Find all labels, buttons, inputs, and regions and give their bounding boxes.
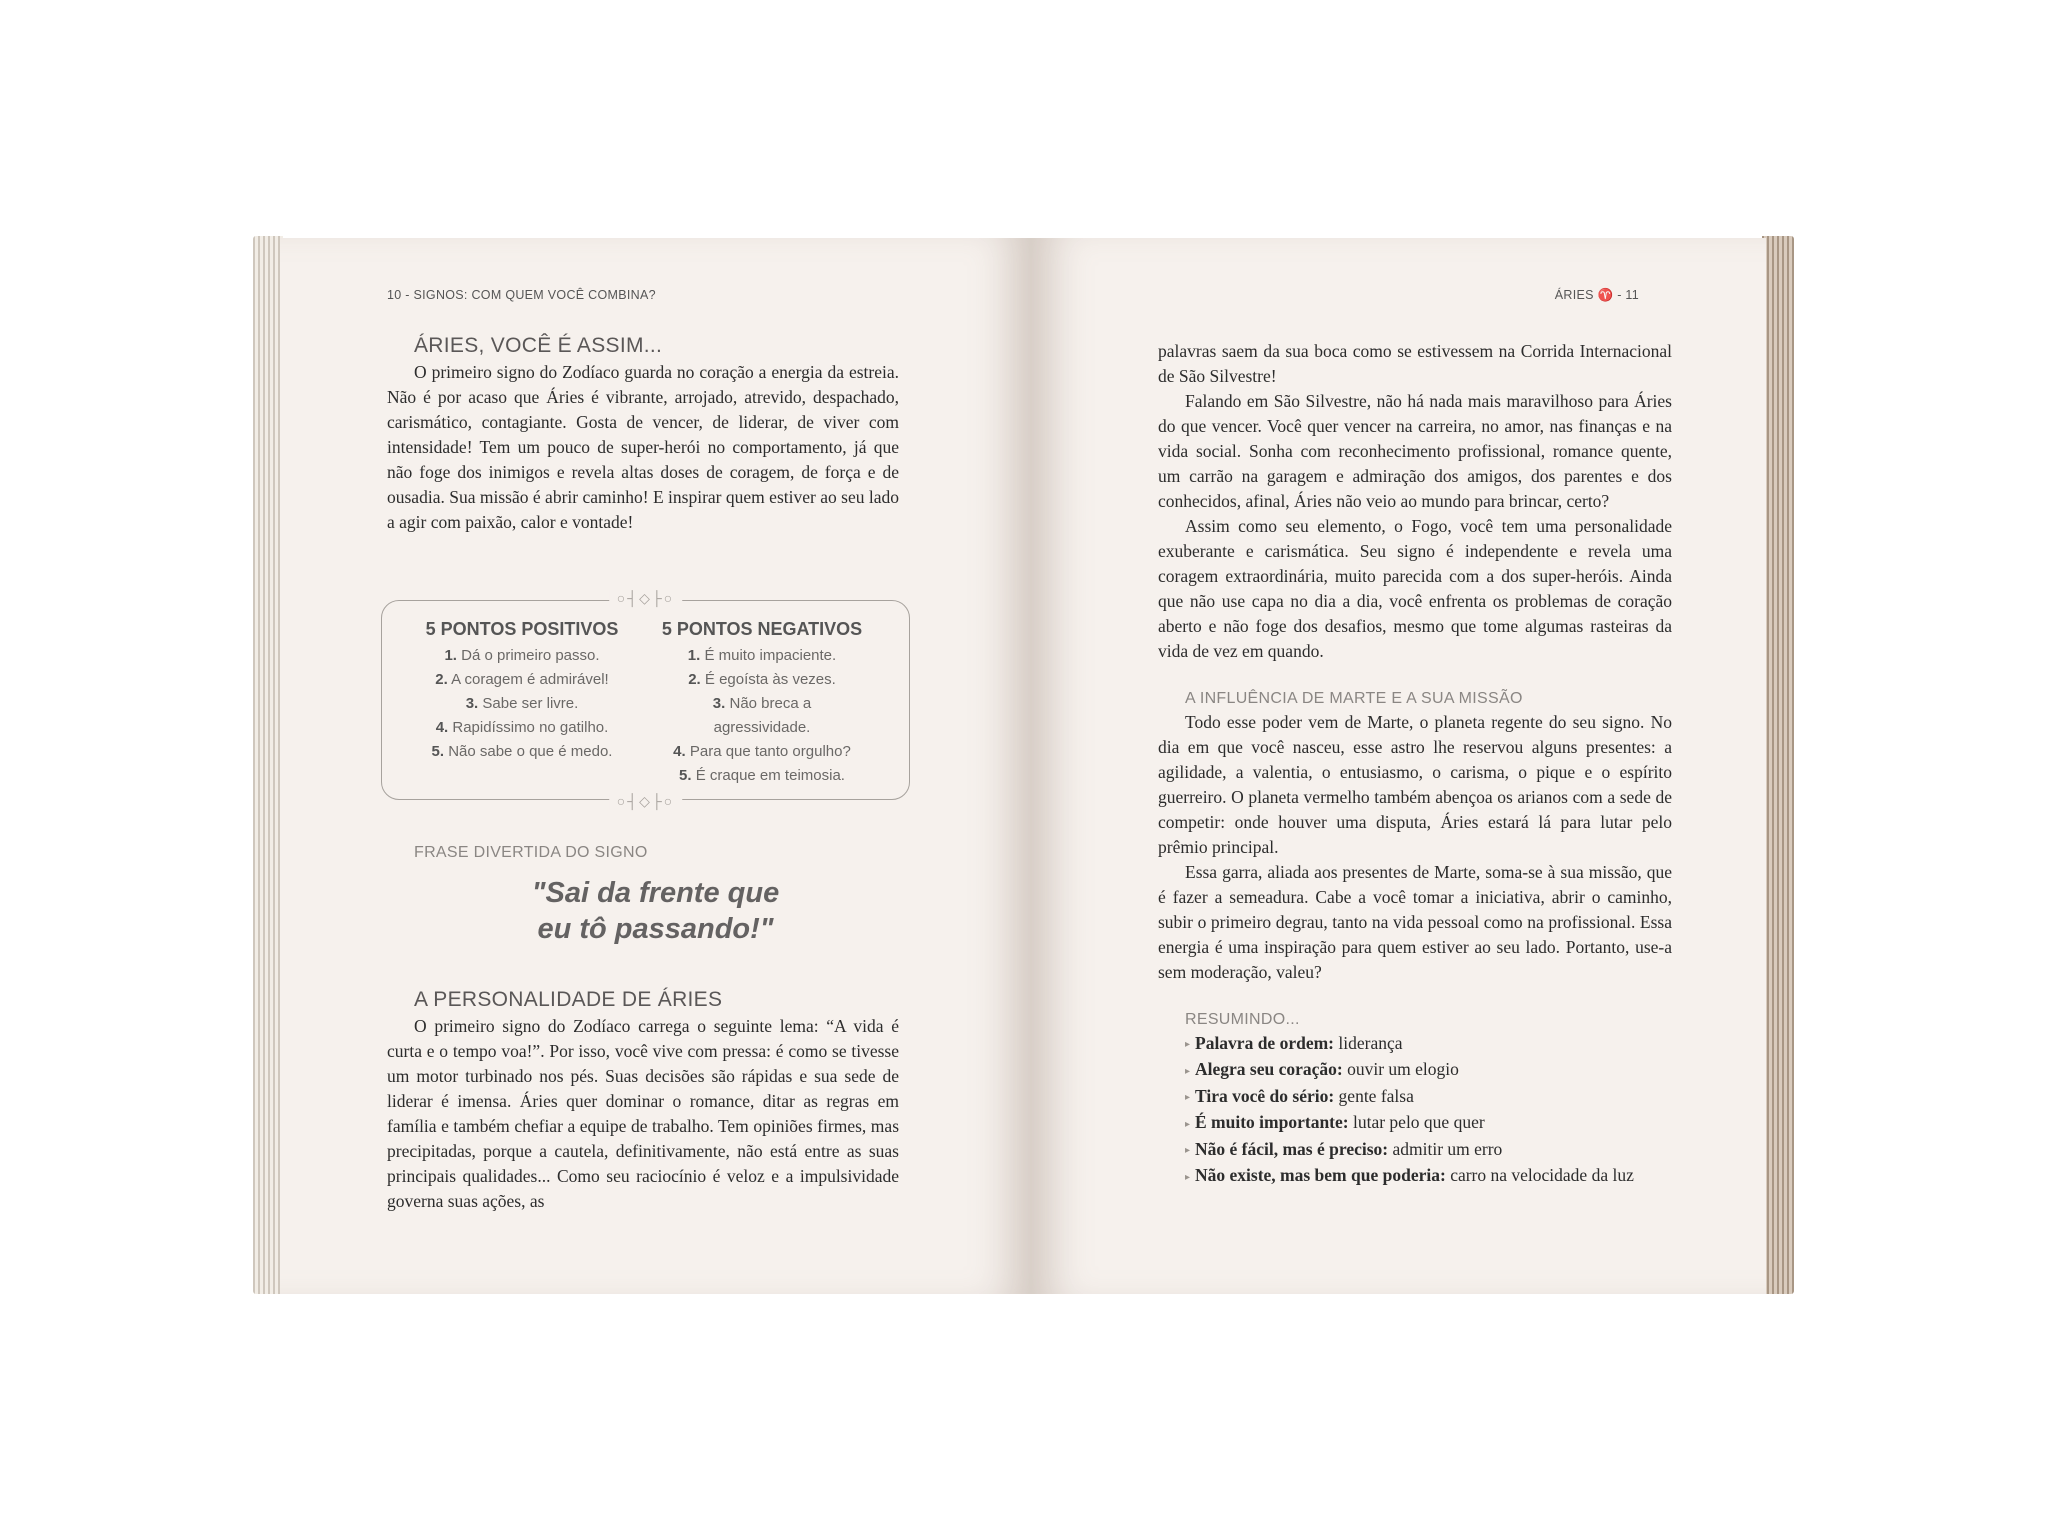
- phrase-quote: [280, 875, 1031, 947]
- summary-heading: RESUMINDO...: [1185, 1011, 1300, 1028]
- intro-paragraph: O primeiro signo do Zodíaco guarda no coração a energia da estreia. Não é por acaso que Áries é vibrante, arrojado, atrevido, despachado, carismático, contagiante. Gosta de vencer, de liderar, de viver com intensidade! Tem um pouco de super-herói no comportamento, já que não foge dos inimigos e revela altas doses de coragem, de força e de ousadia. Sua missão é abrir caminho! E inspirar quem estiver ao seu lado a agir com paixão, calor e vontade!: [387, 362, 899, 532]
- bullet-icon: ▸: [1185, 1092, 1191, 1104]
- positive-point-item: 1. Dá o primeiro passo.: [444, 647, 600, 664]
- bullet-icon: ▸: [1185, 1039, 1191, 1051]
- continued-paragraph: palavras saem da sua boca como se estivessem na Corrida Internacional de São Silvestre!: [1158, 341, 1672, 386]
- personality-heading: A PERSONALIDADE DE ÁRIES: [414, 988, 723, 1011]
- phrase-heading: FRASE DIVERTIDA DO SIGNO: [414, 844, 648, 861]
- negative-point-item: 1. É muito impaciente.: [687, 647, 837, 664]
- negative-points-column: [647, 619, 877, 788]
- mars-heading: A INFLUÊNCIA DE MARTE E A SUA MISSÃO: [1185, 690, 1523, 707]
- ornament-bottom: ○┤◇├○: [609, 793, 683, 810]
- bullet-icon: ▸: [1185, 1065, 1191, 1077]
- positive-point-item: 3. Sabe ser livre.: [465, 695, 579, 712]
- right-page: [1031, 238, 1766, 1294]
- mars-paragraph-1: Todo esse poder vem de Marte, o planeta regente do seu signo. No dia em que você nasceu, esse astro lhe reservou alguns presentes: a agilidade, a valentia, o entusiasmo, o carisma, o pique e o espírito guerreiro. O planeta vermelho também abençoa os arianos com a sede de competir: onde houver uma disputa, Áries estará lá para lutar pelo prêmio principal.: [1158, 712, 1672, 857]
- phrase-line-2: eu tô passando!": [537, 913, 774, 945]
- right-running-head: ÁRIES ♈ - 11: [1554, 288, 1639, 302]
- intro-heading: ÁRIES, VOCÊ É ASSIM...: [414, 334, 663, 357]
- positive-point-item: 5. Não sabe o que é medo.: [431, 743, 613, 760]
- positive-points-column: [417, 619, 627, 764]
- bullet-icon: ▸: [1185, 1145, 1191, 1157]
- negative-points-title: 5 PONTOS NEGATIVOS: [661, 619, 863, 639]
- right-body: [1158, 339, 1672, 1190]
- bullet-icon: ▸: [1185, 1171, 1191, 1183]
- page-edges-left: [253, 236, 283, 1294]
- mars-paragraph-2: Essa garra, aliada aos presentes de Marte, soma-se à sua missão, que é fazer a semeadura. Cabe a você tomar a iniciativa, abrir o caminho, subir o primeiro degrau, tanto na vida pessoal como na profissional. Essa energia é uma inspiração para quem estiver ao seu lado. Portanto, use-a sem moderação, valeu?: [1158, 862, 1672, 982]
- summary-item: ▸ É muito importante: lutar pelo que quer: [1185, 1110, 1672, 1136]
- summary-item: ▸ Não é fácil, mas é preciso: admitir um erro: [1185, 1137, 1672, 1163]
- points-box: [381, 590, 910, 809]
- summary-item: ▸ Palavra de ordem: liderança: [1185, 1031, 1672, 1057]
- ornament-top: ○┤◇├○: [609, 590, 683, 607]
- negative-point-item: 4. Para que tanto orgulho?: [673, 743, 851, 760]
- positive-point-item: 4. Rapidíssimo no gatilho.: [435, 719, 609, 736]
- summary-item: ▸ Não existe, mas bem que poderia: carro na velocidade da luz: [1185, 1163, 1672, 1189]
- personality-section: [387, 988, 899, 1214]
- phrase-line-1: "Sai da frente que: [531, 877, 780, 909]
- summary-list: [1158, 1031, 1672, 1190]
- negative-point-item: 3. Não breca a agressividade.: [712, 695, 812, 736]
- positive-point-item: 2. A coragem é admirável!: [435, 671, 609, 688]
- left-page: [280, 238, 1031, 1294]
- personality-paragraph: O primeiro signo do Zodíaco carrega o seguinte lema: “A vida é curta e o tempo voa!”. Por isso, você vive com pressa: é como se tivesse um motor turbinado nos pés. Suas decisões são rápidas e sua sede de liderar é imensa. Áries quer dominar o romance, ditar as regras em família e também chefiar a equipe de trabalho. Tem opiniões firmes, mas precipitadas, porque a cautela, definitivamente, não está entre as suas principais qualidades... Como seu raciocínio é veloz e a impulsividade governa suas ações, as: [387, 1016, 899, 1211]
- negative-point-item: 2. É egoísta às vezes.: [688, 671, 836, 688]
- paragraph-fogo: Assim como seu elemento, o Fogo, você tem uma personalidade exuberante e carismática. Seu signo é independente e revela uma coragem extraordinária, muito parecida com a dos super-heróis. Ainda que não use capa no dia a dia, você enfrenta os problemas de coração aberto e não foge dos desafios, mesmo que tome algumas rasteiras da vida de vez em quando.: [1158, 516, 1672, 661]
- summary-item: ▸ Alegra seu coração: ouvir um elogio: [1185, 1057, 1672, 1083]
- positive-points-title: 5 PONTOS POSITIVOS: [425, 619, 619, 639]
- page-edges-right: [1762, 236, 1794, 1294]
- paragraph-sao-silvestre: Falando em São Silvestre, não há nada mais maravilhoso para Áries do que vencer. Você quer vencer na carreira, no amor, nas finanças e na vida social. Sonha com reconhecimento profissional, romance quente, um carrão na garagem e admiração dos amigos, dos parentes e dos conhecidos, afinal, Áries não veio ao mundo para brincar, certo?: [1158, 391, 1672, 511]
- left-running-head: 10 - SIGNOS: COM QUEM VOCÊ COMBINA?: [387, 288, 656, 302]
- negative-point-item: 5. É craque em teimosia.: [679, 767, 845, 784]
- intro-section: [387, 334, 899, 535]
- summary-item: ▸ Tira você do sério: gente falsa: [1185, 1084, 1672, 1110]
- bullet-icon: ▸: [1185, 1118, 1191, 1130]
